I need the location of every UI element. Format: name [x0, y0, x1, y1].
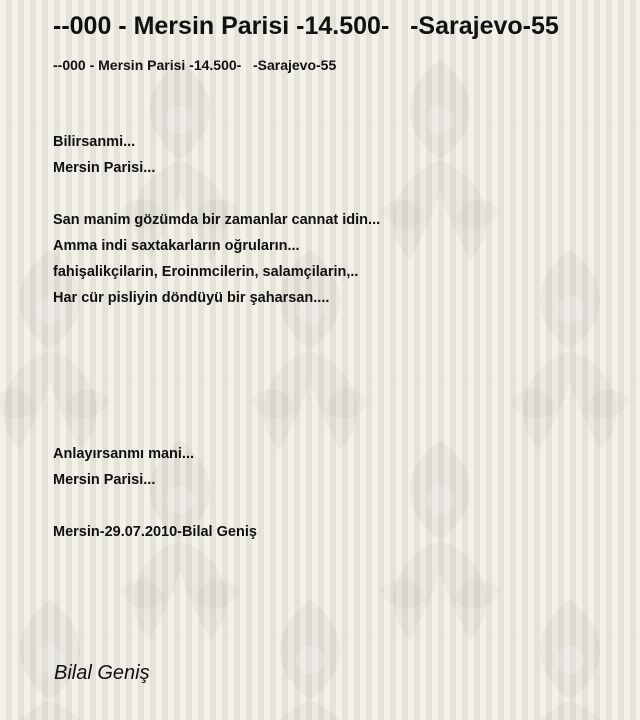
- poem-line: fahişalikçilarin, Eroinmcilerin, salamçilarin,..: [53, 264, 359, 280]
- poem-line: Mersin-29.07.2010-Bilal Geniş: [53, 524, 257, 540]
- poem-line: [53, 495, 613, 521]
- poem-line: Mersin Parisi...: [53, 472, 156, 488]
- poem-line: Bilirsanmi...: [53, 134, 136, 150]
- poem-line: [53, 339, 613, 365]
- poem-line: [53, 313, 613, 339]
- poem-line: [53, 391, 613, 417]
- poem-line: [53, 365, 613, 391]
- poem-line: San manim gözümda bir zamanlar cannat idin...: [53, 212, 381, 228]
- poem-line: [53, 417, 613, 443]
- poem-line: Amma indi saxtakarların oğruların...: [53, 238, 300, 254]
- author-name: Bilal Geniş: [54, 662, 150, 684]
- poem-line: [53, 183, 613, 209]
- poem-body: [53, 131, 613, 547]
- poem-line: Anlayırsanmı mani...: [53, 446, 195, 462]
- poem-line: Mersin Parisi...: [53, 160, 156, 176]
- poem-line: Har cür pisliyin döndüyü bir şaharsan....: [53, 290, 330, 306]
- page-title: --000 - Mersin Parisi -14.500- -Sarajevo-55: [53, 12, 559, 40]
- page-subtitle: --000 - Mersin Parisi -14.500- -Sarajevo-55: [53, 57, 337, 73]
